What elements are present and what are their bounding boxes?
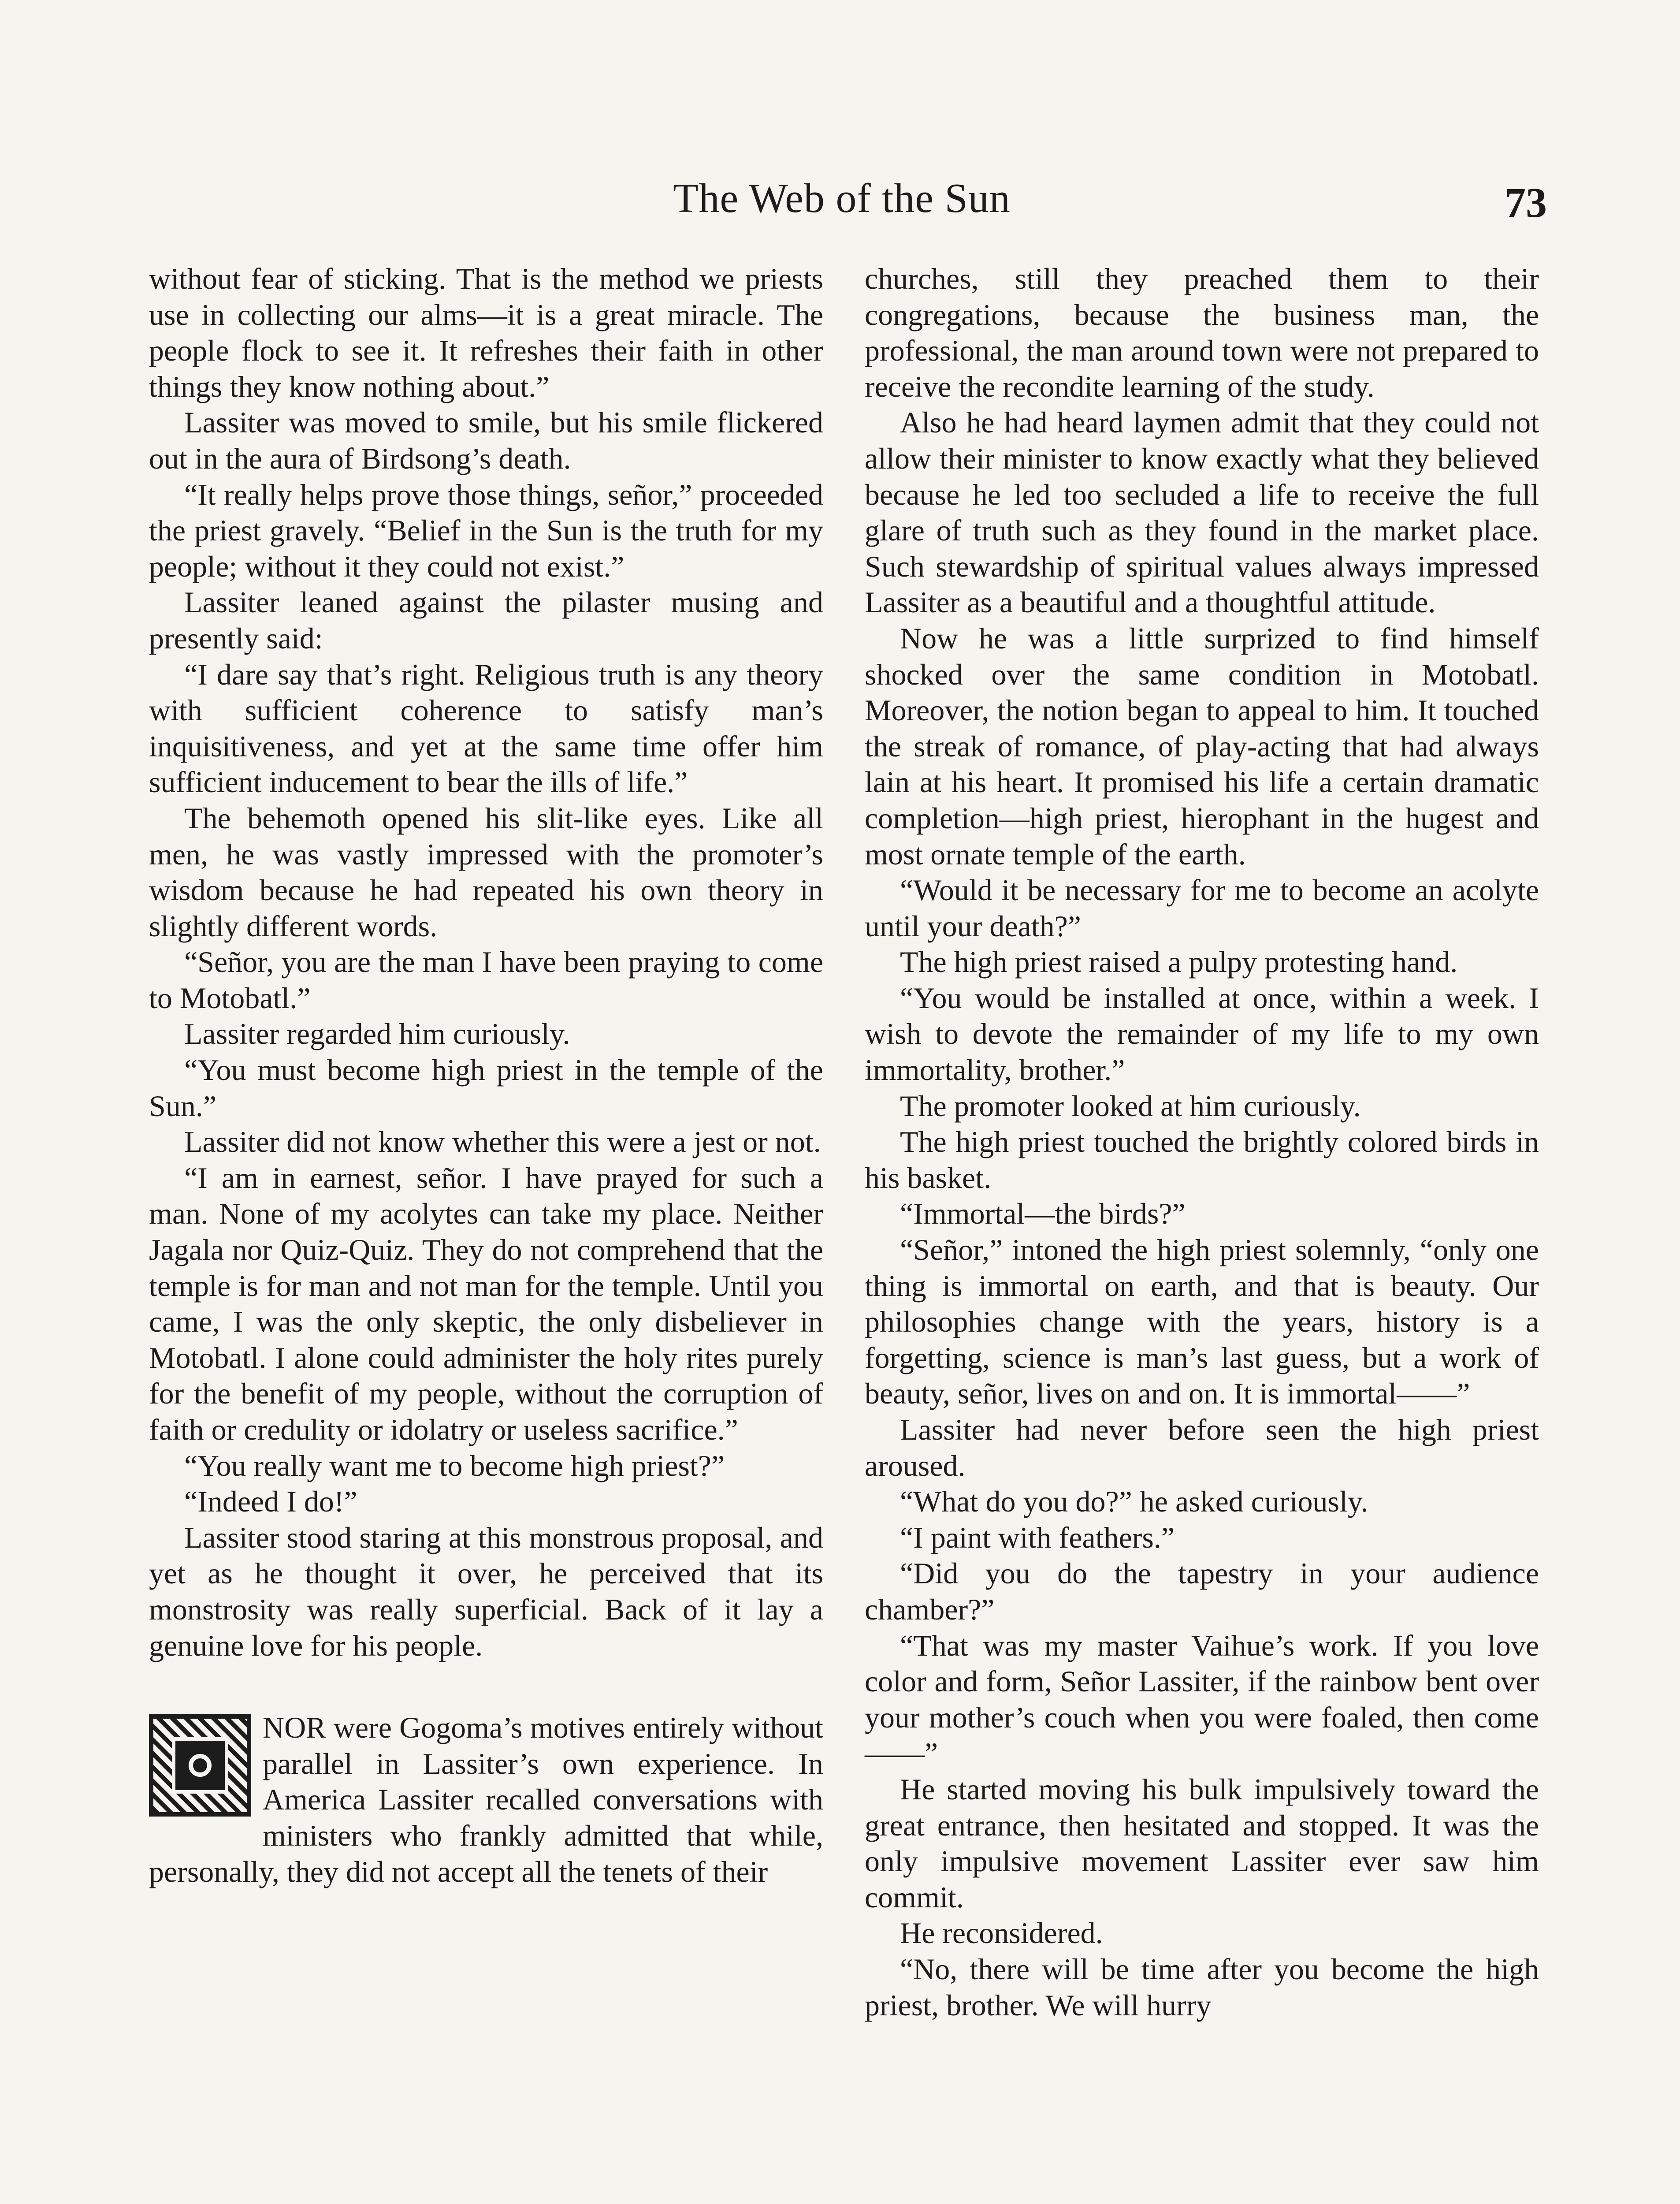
paragraph: He started moving his bulk impulsively toward the great entrance, then hesitated and stopped. It was the only impulsive movement Lassiter ever saw him commit.: [865, 1772, 1539, 1914]
paragraph: “You would be installed at once, within a week. I wish to devote the remainder of my life to my own immortality, brother.”: [865, 981, 1539, 1087]
paragraph: “Indeed I do!”: [184, 1485, 357, 1519]
paragraph: Lassiter leaned against the pilaster musing and presently said:: [149, 585, 823, 655]
paragraph: “You must become high priest in the temple of the Sun.”: [149, 1053, 823, 1123]
paragraph: “I paint with feathers.”: [900, 1520, 1175, 1554]
running-title: The Web of the Sun: [673, 175, 1011, 221]
paragraph: The high priest raised a pulpy protesting hand.: [900, 945, 1458, 979]
paragraph: The high priest touched the brightly colored birds in his basket.: [865, 1125, 1539, 1195]
right-column: [865, 261, 1539, 2023]
paragraph: “It really helps prove those things, señor,” proceeded the priest gravely. “Belief in the Sun is the truth for my people; without it they could not exist.”: [149, 477, 823, 583]
paragraph: Now he was a little surprized to find himself shocked over the same condition in Motobatl. Moreover, the notion began to appeal to him. It touched the streak of romance, of play-acting that had always lain at his heart. It promised his life a certain dramatic completion—high priest, hierophant in the hugest and most ornate temple of the earth.: [865, 621, 1539, 871]
paragraph: “Did you do the tapestry in your audience chamber?”: [865, 1556, 1539, 1626]
page-number: 73: [1505, 179, 1547, 226]
paragraph: The promoter looked at him curiously.: [900, 1089, 1361, 1123]
paragraph: Lassiter did not know whether this were a jest or not.: [184, 1125, 821, 1159]
paragraph: without fear of sticking. That is the method we priests use in collecting our alms—it is a great miracle. The people flock to see it. It refreshes their faith in other things they know nothing about.”: [149, 262, 823, 403]
paragraph: Lassiter regarded him curiously.: [184, 1017, 570, 1051]
paragraph: “I am in earnest, señor. I have prayed for such a man. None of my acolytes can take my place. Neither Jagala nor Quiz-Quiz. They do not comprehend that the temple is for man and not man for the temple. Until you came, I was the only skeptic, the only disbeliever in Motobatl. I alone could administer the holy rites purely for the benefit of my people, without the corruption of faith or credulity or idolatry or useless sacrifice.”: [149, 1161, 823, 1446]
paragraph: “I dare say that’s right. Religious truth is any theory with sufficient coherence to satisfy man’s inquisitiveness, and yet at the same time offer him sufficient inducement to bear the ills of life.”: [149, 657, 823, 799]
paragraph: “That was my master Vaihue’s work. If you love color and form, Señor Lassiter, if the rainbow bent over your mother’s couch when you were foaled, then come——”: [865, 1628, 1539, 1770]
paragraph: churches, still they preached them to their congregations, because the business man, the professional, the man around town were not prepared to receive the recondite learning of the study.: [865, 262, 1539, 403]
section-opening: [149, 1710, 823, 1890]
paragraph: “Señor, you are the man I have been praying to come to Motobatl.”: [149, 945, 823, 1015]
paragraph: “No, there will be time after you become the high priest, brother. We will hurry: [865, 1952, 1539, 2022]
paragraph: Lassiter stood staring at this monstrous proposal, and yet as he thought it over, he perceived that its monstrosity was really superficial. Back of it lay a genuine love for his people.: [149, 1520, 823, 1662]
paragraph: He reconsidered.: [900, 1916, 1103, 1950]
ornamental-dropcap-icon: [149, 1714, 251, 1817]
paragraph: “Would it be necessary for me to become an acolyte until your death?”: [865, 873, 1539, 943]
paragraph: “Señor,” intoned the high priest solemnly, “only one thing is immortal on earth, and that is beauty. Our philosophies change with the years, history is a forgetting, science is man’s last guess, but a work of beauty, señor, lives on and on. It is immortal——”: [865, 1233, 1539, 1411]
section-paragraph: NOR were Gogoma’s motives entirely without parallel in Lassiter’s own experience. In America Lassiter recalled conversations with ministers who frankly admitted that while, personally, they did not accept all the tenets of their: [149, 1711, 823, 1888]
paragraph: Also he had heard laymen admit that they could not allow their minister to know exactly what they believed because he led too secluded a life to receive the full glare of truth such as they found in the market place. Such stewardship of spiritual values always impressed Lassiter as a beautiful and a thoughtful attitude.: [865, 406, 1539, 619]
paragraph: The behemoth opened his slit-like eyes. Like all men, he was vastly impressed with the promoter’s wisdom because he had repeated his own theory in slightly different words.: [149, 801, 823, 943]
paragraph: “You really want me to become high priest?”: [184, 1448, 725, 1482]
left-column: [149, 261, 823, 1890]
paragraph: “Immortal—the birds?”: [900, 1197, 1186, 1231]
paragraph: Lassiter was moved to smile, but his smile flickered out in the aura of Birdsong’s death.: [149, 406, 823, 475]
paragraph: Lassiter had never before seen the high priest aroused.: [865, 1413, 1539, 1482]
paragraph: “What do you do?” he asked curiously.: [900, 1485, 1368, 1519]
